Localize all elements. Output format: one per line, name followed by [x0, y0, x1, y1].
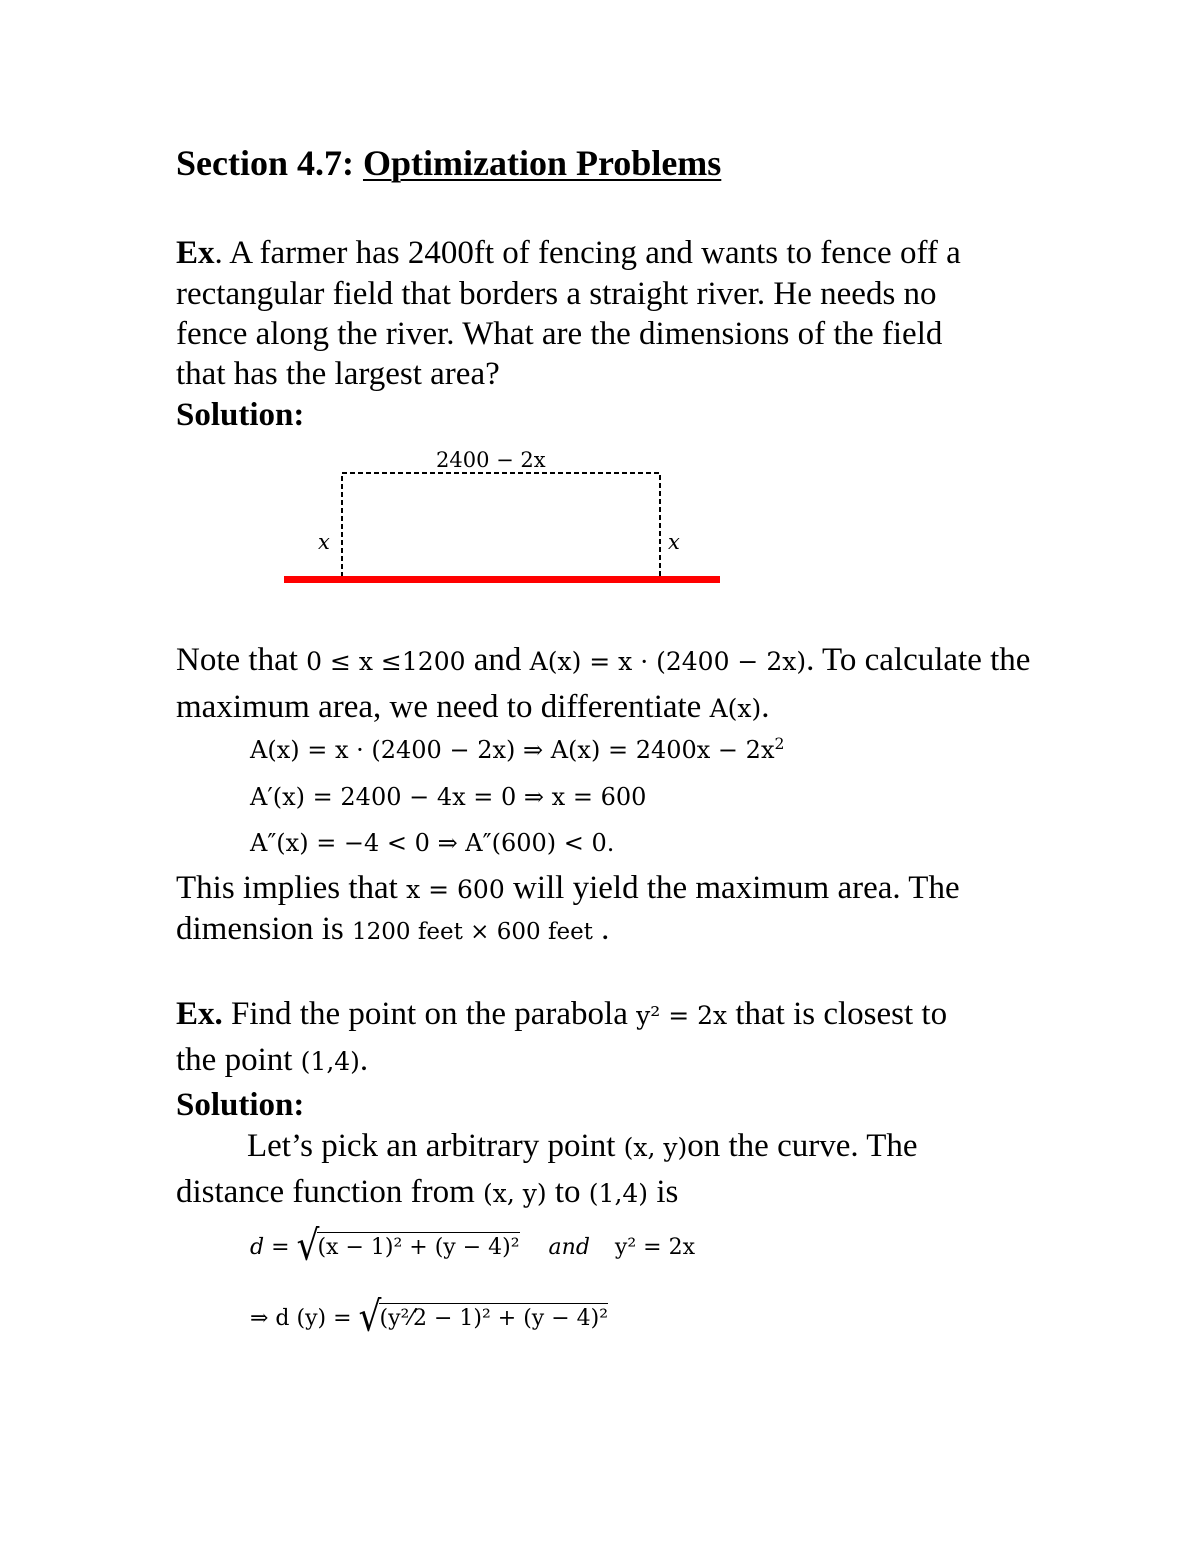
- example2-line2: [176, 1040, 368, 1082]
- sqrt-symbol: √: [358, 1293, 382, 1342]
- problem-text: the point: [176, 1042, 301, 1078]
- critical-point: x = 600: [406, 875, 505, 904]
- conclusion-line1: [176, 868, 960, 910]
- distance-equation: [250, 1222, 695, 1271]
- arbitrary-point: (x, y): [623, 1133, 688, 1162]
- distance-function-lhs: ⇒ d (y) =: [250, 1306, 352, 1331]
- sqrt-symbol: √: [296, 1222, 320, 1271]
- note-text: Note that: [176, 642, 307, 678]
- problem-text: Find the point on the parabola: [222, 996, 637, 1032]
- and-word: and: [548, 1235, 590, 1260]
- note-text: . To calculate the: [806, 642, 1031, 678]
- parabola-equation: y² = 2x: [636, 1001, 728, 1030]
- title-prefix: Section 4.7:: [176, 143, 363, 183]
- conclusion-text: dimension is: [176, 911, 353, 947]
- dimensions-answer: 1200 feet × 600 feet: [352, 919, 593, 945]
- conclusion-text: .: [592, 911, 610, 947]
- title-main: Optimization Problems: [362, 143, 722, 183]
- solution-text: is: [648, 1174, 679, 1210]
- example1-line1: [176, 233, 961, 273]
- target-point: (1,4): [300, 1047, 360, 1076]
- target-point: (1,4): [588, 1179, 649, 1208]
- solution-text: on the curve. The: [687, 1128, 918, 1164]
- right-side-label: x: [668, 530, 680, 554]
- solution2-line1: [247, 1126, 918, 1168]
- solution-text: to: [546, 1174, 589, 1210]
- equation-second-derivative: A″(x) = −4 < 0 ⇒ A″(600) < 0.: [250, 829, 615, 857]
- solution-text: distance function from: [176, 1174, 483, 1210]
- problem-text: . A farmer has 2400ft of fencing and wants to fence off a: [214, 235, 961, 271]
- solution-label-1: [176, 395, 304, 435]
- example1-line3: fence along the river. What are the dimensions of the field: [176, 316, 943, 352]
- river-line: [284, 576, 720, 583]
- example1-line4: that has the largest area?: [176, 356, 500, 392]
- radicand: (y²⁄2 − 1)² + (y − 4)²: [379, 1303, 608, 1331]
- field-rectangle: [342, 473, 660, 579]
- distance-lhs: d =: [250, 1235, 290, 1260]
- note-line2: [176, 687, 770, 729]
- note-text: and: [465, 642, 530, 678]
- example1-line2: rectangular field that borders a straight river. He needs no: [176, 276, 937, 312]
- conclusion-text: This implies that: [176, 870, 407, 906]
- constraint-equation: y² = 2x: [614, 1235, 695, 1260]
- equation-area-text: A(x) = x · (2400 − 2x) ⇒ A(x) = 2400x − 2x: [250, 736, 775, 764]
- note-text: .: [761, 689, 770, 725]
- page-title: [176, 142, 721, 184]
- solution-text: Let’s pick an arbitrary point: [247, 1128, 624, 1164]
- conclusion-line2: [176, 909, 609, 952]
- conclusion-text: will yield the maximum area. The: [504, 870, 960, 906]
- equation-area: A(x) = x · (2400 − 2x) ⇒ $A(x) = 2400x - 2x^2$: [250, 735, 785, 764]
- solution-label-text: Solution:: [176, 397, 305, 433]
- problem-text: that is closest to: [727, 996, 948, 1032]
- note-line1: [176, 640, 1030, 682]
- arbitrary-point: (x, y): [483, 1179, 547, 1208]
- area-symbol: A(x): [709, 694, 762, 723]
- equation-first-derivative: A′(x) = 2400 − 4x = 0 ⇒ x = 600: [250, 783, 647, 811]
- radicand: (x − 1)² + (y − 4)²: [317, 1232, 519, 1260]
- left-side-label: x: [318, 530, 330, 554]
- distance-function-equation: [250, 1293, 609, 1342]
- example2-line1: [176, 994, 947, 1036]
- top-side-label: 2400 − 2x: [436, 448, 546, 472]
- ex-label: Ex.: [176, 996, 223, 1032]
- solution-label-text: Solution:: [176, 1087, 305, 1123]
- problem-text: .: [359, 1042, 369, 1078]
- solution2-line2: [176, 1172, 678, 1214]
- solution-label-2: [176, 1085, 304, 1125]
- domain-inequality: 0 ≤ x ≤1200: [306, 647, 466, 676]
- ex-label: Ex: [176, 235, 215, 271]
- note-text: maximum area, we need to differentiate: [176, 689, 710, 725]
- area-function: A(x) = x · (2400 − 2x): [529, 647, 807, 676]
